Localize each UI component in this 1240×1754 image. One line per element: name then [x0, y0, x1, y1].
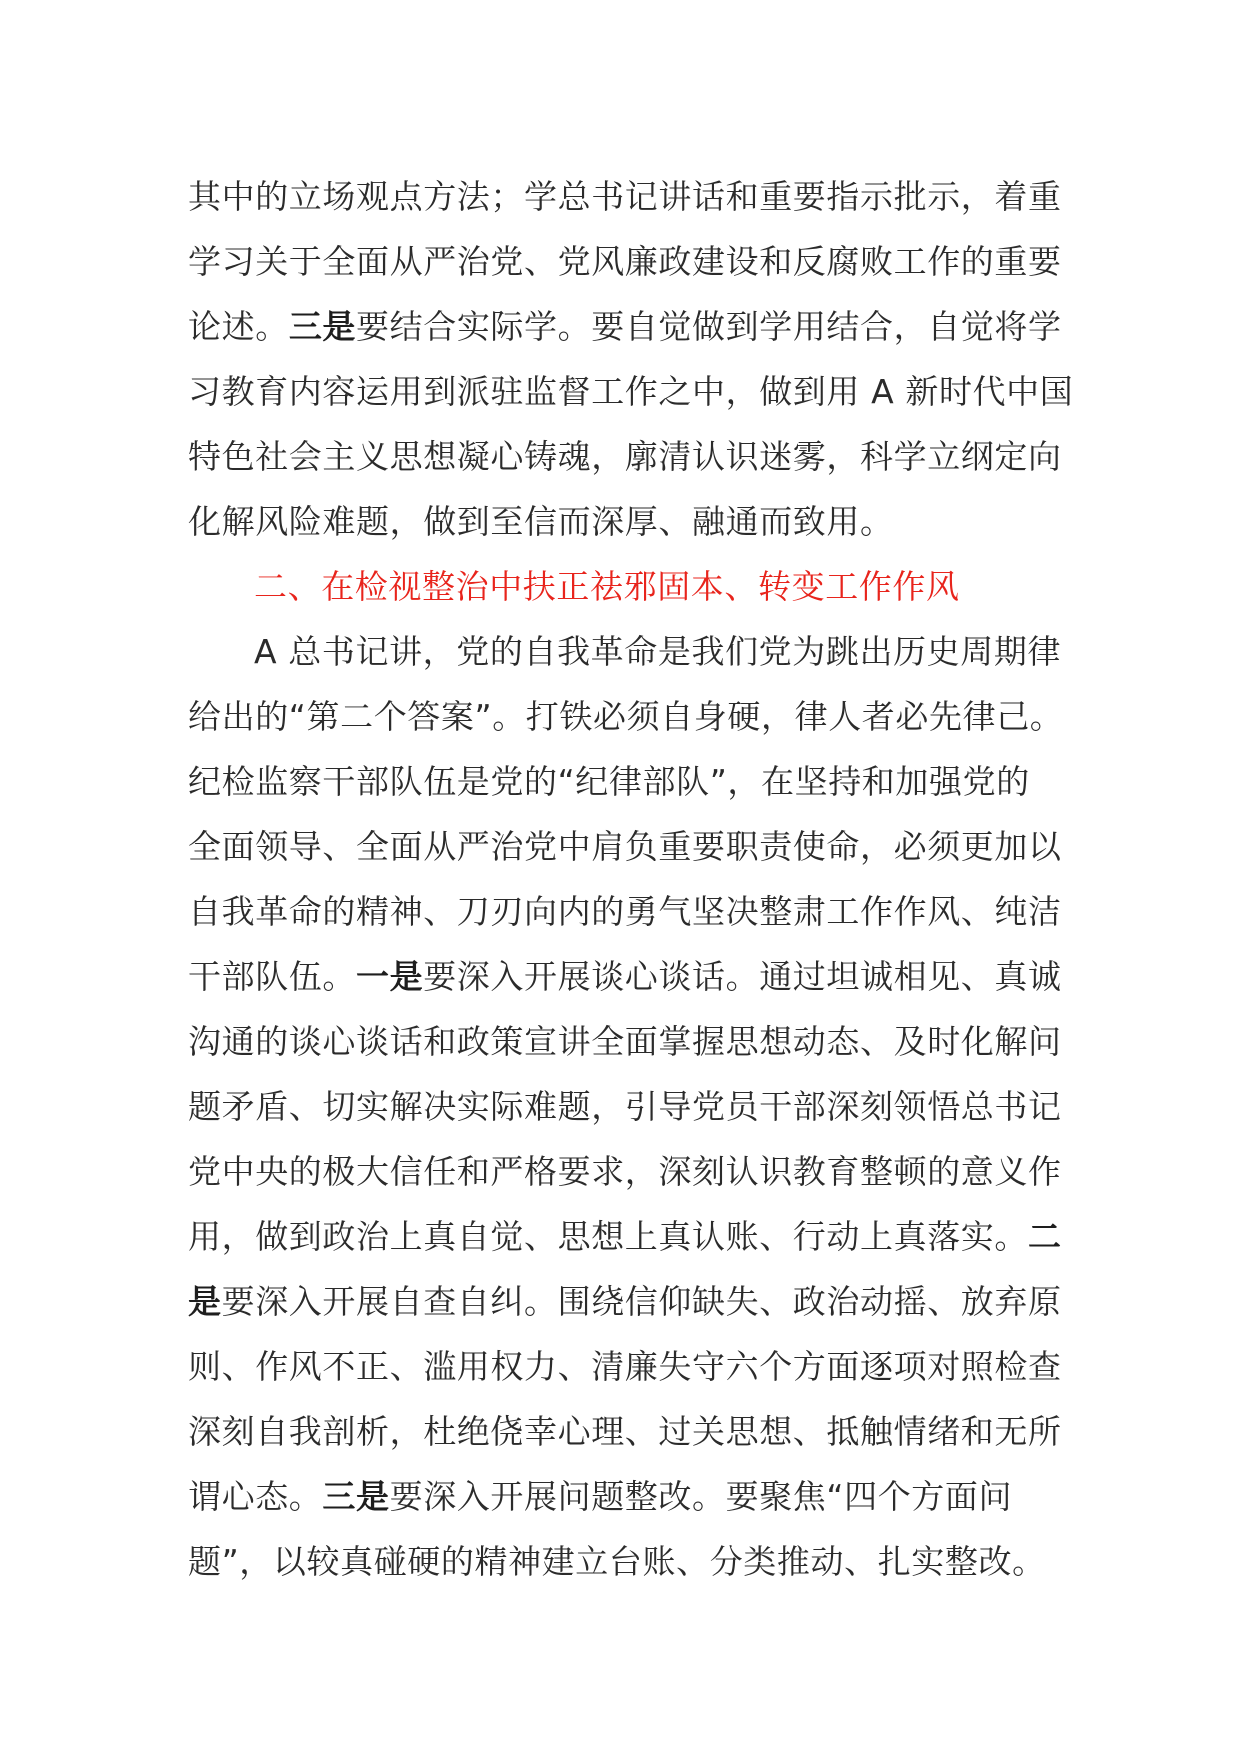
paragraph-line: 干部队伍。一是要深入开展谈心谈话。通过坦诚相见、真诚: [188, 957, 1062, 996]
paragraph-line: 深刻自我剖析，杜绝侥幸心理、过关思想、抵触情绪和无所: [188, 1412, 1062, 1451]
paragraph-line: 全面领导、全面从严治党中肩负重要职责使命，必须更加以: [188, 827, 1062, 866]
emphasis-text: 三是: [288, 307, 357, 346]
paragraph-line: 其中的立场观点方法；学总书记讲话和重要指示批示，着重: [188, 177, 1062, 216]
document-body: [188, 164, 1074, 1594]
paragraph-line: 论述。三是要结合实际学。要自觉做到学用结合，自觉将学: [188, 307, 1062, 346]
paragraph-line: 化解风险难题，做到至信而深厚、融通而致用。: [188, 502, 894, 541]
emphasis-text: 二: [1028, 1217, 1062, 1256]
paragraph-line: 学习关于全面从严治党、党风廉政建设和反腐败工作的重要: [188, 242, 1062, 281]
emphasis-text: 一是: [356, 957, 424, 996]
paragraph-line: 自我革命的精神、刀刃向内的勇气坚决整肃工作作风、纯洁: [188, 892, 1062, 931]
paragraph-line: 题”，以较真碰硬的精神建立台账、分类推动、扎实整改。: [188, 1542, 1046, 1581]
paragraph-line: A 总书记讲，党的自我革命是我们党为跳出历史周期律: [254, 632, 1062, 671]
paragraph-line: 则、作风不正、滥用权力、清廉失守六个方面逐项对照检查: [188, 1347, 1062, 1386]
emphasis-text: 三是: [322, 1477, 390, 1516]
paragraph-line: 是要深入开展自查自纠。围绕信仰缺失、政治动摇、放弃原: [188, 1282, 1062, 1321]
paragraph-line: 纪检监察干部队伍是党的“纪律部队”，在坚持和加强党的: [188, 762, 1030, 801]
paragraph-line: 党中央的极大信任和严格要求，深刻认识教育整顿的意义作: [188, 1152, 1062, 1191]
paragraph-line: 给出的“第二个答案”。打铁必须自身硬，律人者必先律己。: [188, 697, 1064, 736]
paragraph-line: 沟通的谈心谈话和政策宣讲全面掌握思想动态、及时化解问: [188, 1022, 1062, 1061]
paragraph-line: 习教育内容运用到派驻监督工作之中，做到用 A 新时代中国: [188, 372, 1074, 411]
paragraph-line: 用，做到政治上真自觉、思想上真认账、行动上真落实。二: [188, 1217, 1062, 1256]
section-heading: 二、在检视整治中扶正祛邪固本、转变工作作风: [254, 567, 960, 606]
emphasis-text: 是: [188, 1282, 222, 1321]
paragraph-line: 谓心态。三是要深入开展问题整改。要聚焦“四个方面问: [188, 1477, 1013, 1516]
paragraph-line: 题矛盾、切实解决实际难题，引导党员干部深刻领悟总书记: [188, 1087, 1062, 1126]
paragraph-line: 特色社会主义思想凝心铸魂，廓清认识迷雾，科学立纲定向: [188, 437, 1062, 476]
